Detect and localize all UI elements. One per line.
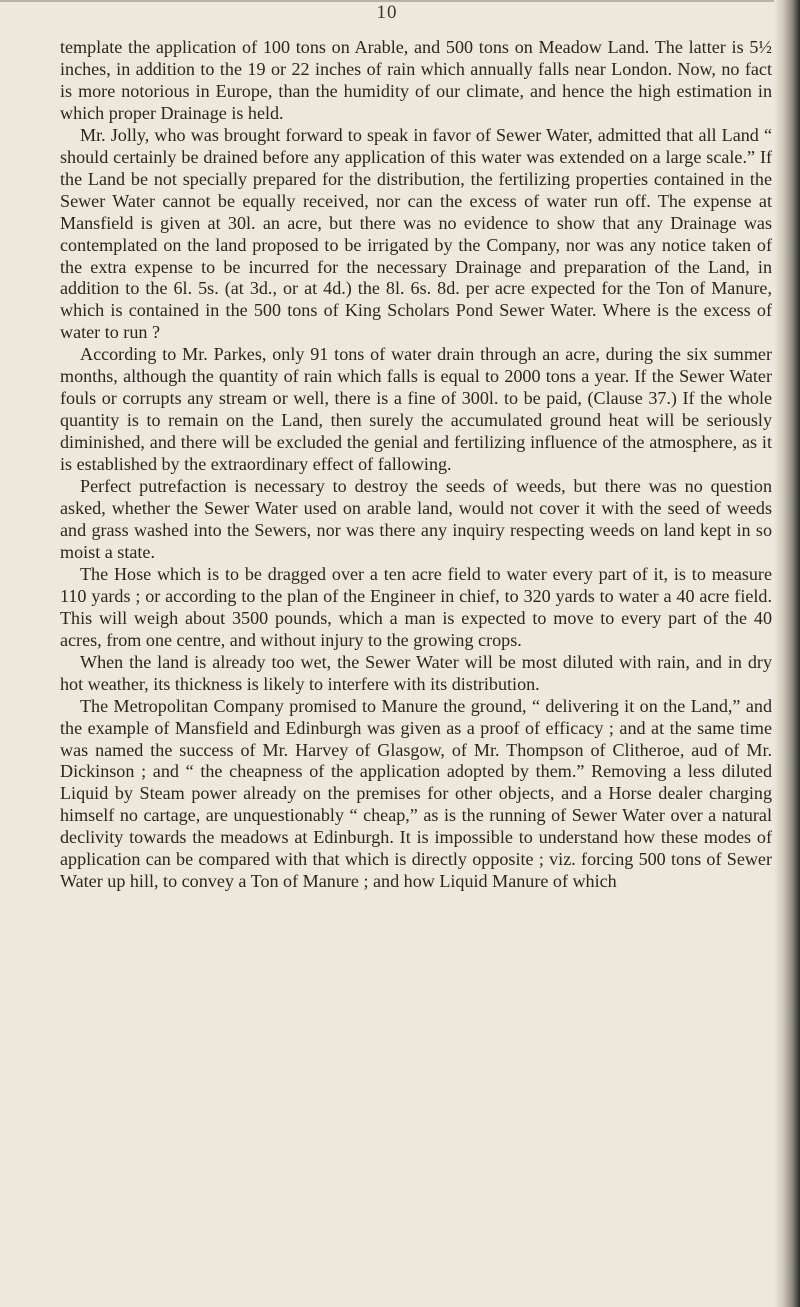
page-edge-shadow xyxy=(774,0,800,1307)
paragraph-7: The Metropolitan Company promised to Manure the ground, “ delivering it on the Land,” and the example of Mansfield and Edinburgh was given as a proof of efficacy ; and at the same time was named the success of Mr. Harvey of Glasgow, of Mr. Thompson of Clitheroe, aud of Mr. Dickinson ; and “ the cheapness of the application adopted by them.” Removing a less diluted Liquid by Steam power already on the premises for other objects, and a Horse dealer charging himself no cartage, are unquestionably “ cheap,” as is the running of Sewer Water over a natural declivity towards the meadows at Edinburgh. It is impossible to understand how these modes of application can be compared with that which is directly opposite ; viz. forcing 500 tons of Sewer Water up hill, to convey a Ton of Manure ; and how Liquid Manure of which xyxy=(60,695,772,892)
paragraph-6: When the land is already too wet, the Sewer Water will be most diluted with rain, and in dry hot weather, its thickness is likely to interfere with its distribution. xyxy=(60,651,772,694)
paragraph-5: The Hose which is to be dragged over a ten acre field to water every part of it, is to measure 110 yards ; or according to the plan of the Engineer in chief, to 320 yards to water a 40 acre field. This will weigh about 3500 pounds, which a man is expected to move to every part of the 40 acres, from one centre, and without injury to the growing crops. xyxy=(60,563,772,650)
paragraph-1: template the application of 100 tons on Arable, and 500 tons on Meadow Land. The latter is 5½ inches, in addition to the 19 or 22 inches of rain which annually falls near London. Now, no fact is more notorious in Europe, than the humidity of our climate, and hence the high estimation in which proper Drainage is held. xyxy=(60,37,772,123)
paragraph-3: According to Mr. Parkes, only 91 tons of water drain through an acre, during the six summer months, although the quantity of rain which falls is equal to 2000 tons a year. If the Sewer Water fouls or corrupts any stream or well, there is a fine of 300l. to be paid, (Clause 37.) If the whole quantity is to remain on the Land, then surely the accumulated ground heat will be seriously diminished, and there will be excluded the genial and fertilizing influence of the atmosphere, as it is established by the extraordinary effect of fallowing. xyxy=(60,344,772,475)
body-text xyxy=(60,37,772,893)
paragraph-2: Mr. Jolly, who was brought forward to speak in favor of Sewer Water, admitted that all Land “ should certainly be drained before any application of this water was extended on a large scale.” If the Land be not specially prepared for the distribution, the fertilizing properties contained in the Sewer Water cannot be equally received, nor can the excess of water run off. The expense at Mansfield is given at 30l. an acre, but there was no evidence to show that any Drainage was contemplated on the land proposed to be irrigated by the Company, nor was any notice taken of the extra expense to be incurred for the necessary Drainage and preparation of the Land, in addition to the 6l. 5s. (at 3d., or at 4d.) the 8l. 6s. 8d. per acre expected for the Ton of Manure, which is contained in the 500 tons of King Scholars Pond Sewer Water. Where is the excess of water to run ? xyxy=(60,124,772,343)
page-number: 10 xyxy=(376,2,398,23)
paragraph-4: Perfect putrefaction is necessary to destroy the seeds of weeds, but there was no question asked, whether the Sewer Water used on arable land, would not cover it with the seed of weeds and grass washed into the Sewers, nor was there any inquiry respecting weeds on land kept in so moist a state. xyxy=(60,476,772,562)
